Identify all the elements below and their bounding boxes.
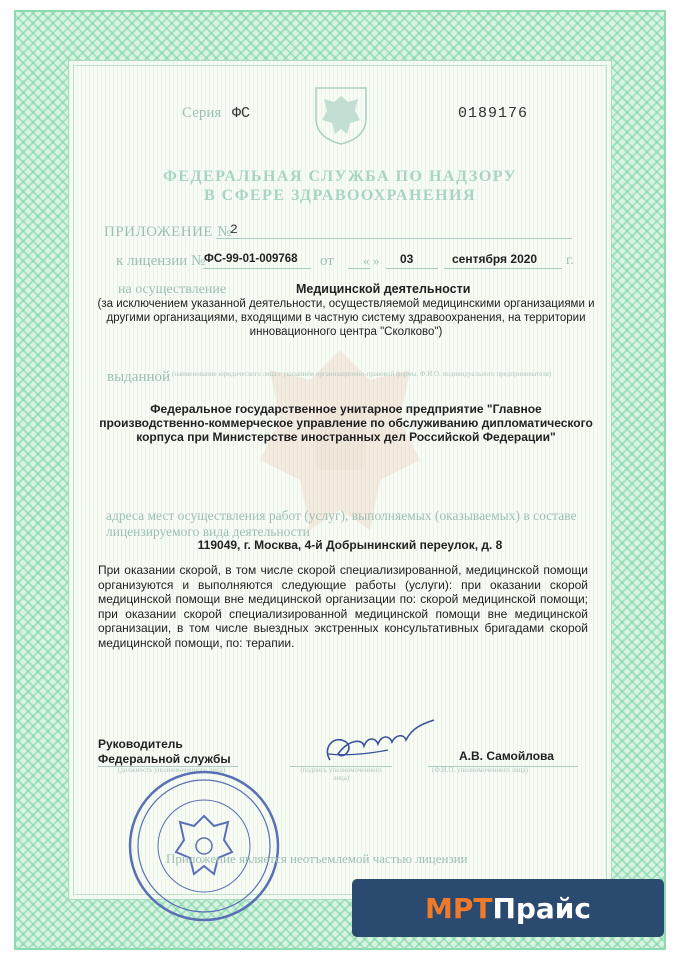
series-value: ФС: [232, 105, 251, 122]
quote-underline: [348, 268, 370, 269]
official-stamp-seal: [124, 766, 284, 926]
address-value: 119049, г. Москва, 4-й Добрынинский переулок, д. 8: [197, 538, 503, 552]
head-title-line1: Руководитель: [98, 737, 183, 751]
head-caption: (должность уполномоченного лица): [118, 766, 226, 774]
quote-close: »: [373, 253, 380, 268]
license-date-from-label: от: [320, 253, 334, 269]
license-day: 03: [400, 252, 414, 266]
appendix-number: 2: [230, 222, 238, 237]
appendix-underline: [216, 238, 572, 239]
footer-note: Приложение является неотъемлемой частью лицензии: [166, 851, 468, 866]
blank-number: 0189176: [458, 105, 529, 122]
license-number-underline: [203, 268, 311, 269]
month-underline: [444, 268, 562, 269]
works-description: При оказании скорой, в том числе скорой специализированной, медицинской помощи организуются и выполняются следующие работы (услуги): при оказании скорой медицинской помощи вне медицинской организации по: скорой медицинской помощи; при оказании скорой специализированной медицинской помощи вне медицинской организации, в том числе выездных экстренных консультативных бригадами скорой медицинской помощи, по: терапии.: [98, 563, 588, 650]
activity-label: на осуществление: [118, 282, 227, 297]
brand-watermark-logo: [352, 879, 664, 937]
appendix-label: ПРИЛОЖЕНИЕ №: [104, 224, 233, 240]
handwritten-signature: [318, 714, 438, 774]
agency-name-line1: ФЕДЕРАЛЬНАЯ СЛУЖБА ПО НАДЗОРУ: [163, 168, 517, 185]
activity-title: Медицинской деятельности: [296, 282, 471, 296]
license-number: ФС-99-01-009768: [204, 253, 298, 265]
head-title: [98, 737, 231, 767]
signatory-name: А.В. Самойлова: [459, 749, 554, 763]
signature-caption: (подпись уполномоченного лица): [300, 766, 382, 782]
head-title-line2: Федеральной службы: [98, 752, 231, 766]
address-label: адреса мест осуществления работ (услуг), выполняемых (оказываемых) в составе лицензируемого вида деятельности: [106, 508, 577, 539]
organization-name: Федеральное государственное унитарное предприятие "Главное производственно-коммерческое управление по обслуживанию дипломатического корпуса при Министерстве иностранных дел Российской Федерации": [99, 402, 593, 444]
quote-open: «: [363, 253, 370, 268]
activity-note: (за исключением указанной деятельности, осуществляемой медицинскими организациями и другими организациями, входящими в частную систему здравоохранения, на территории инновационного центра "Сколково"): [97, 298, 595, 338]
coat-of-arms-icon: [312, 82, 370, 146]
name-caption: (Ф.И.О. уполномоченного лица): [432, 766, 528, 774]
brand-part1: МРТ: [424, 891, 493, 925]
brand-part2: Прайс: [492, 891, 592, 925]
day-underline: [386, 268, 438, 269]
license-month-year: сентября 2020: [452, 252, 538, 266]
issued-hint: (наименование юридического лица с указанием организационно-правовой формы, Ф.И.О. индивидуального предпринимателя): [172, 370, 552, 378]
series-label: Серия: [182, 105, 222, 121]
year-suffix: г.: [566, 253, 574, 268]
agency-name-line2: В СФЕРЕ ЗДРАВООХРАНЕНИЯ: [203, 187, 477, 204]
license-label: к лицензии №: [116, 253, 206, 269]
issued-label: выданной: [107, 369, 171, 385]
